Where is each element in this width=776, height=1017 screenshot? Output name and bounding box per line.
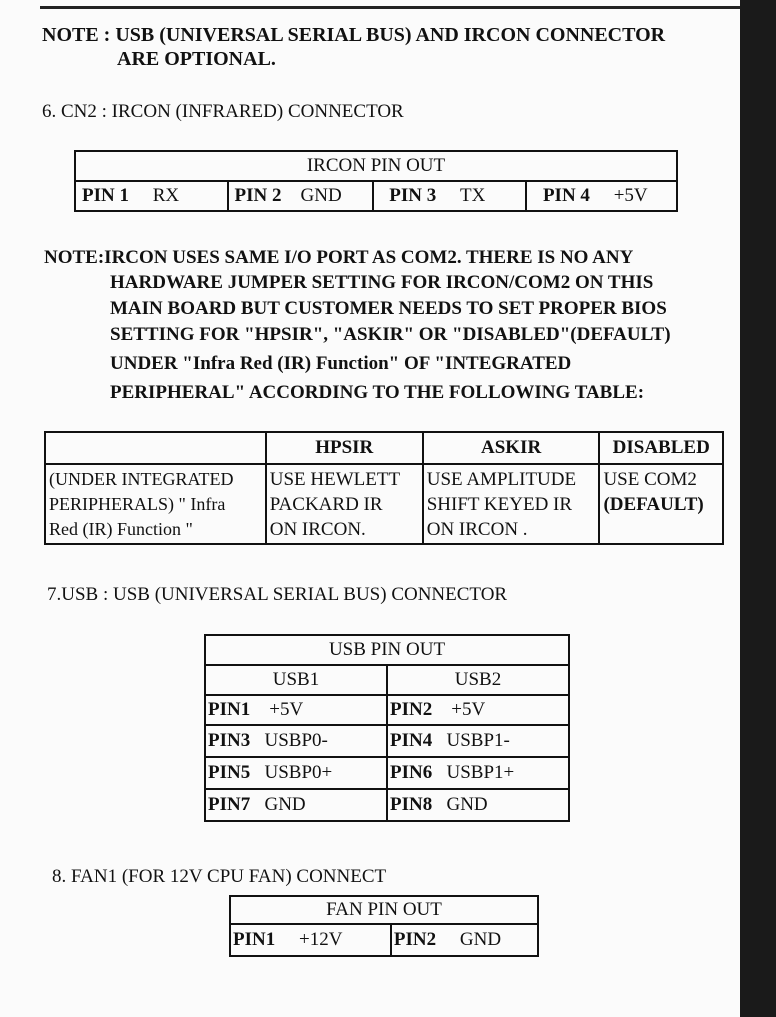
cn2-heading: 6. CN2 : IRCON (INFRARED) CONNECTOR: [42, 101, 404, 122]
ircon-pinout-table: [74, 150, 678, 212]
note-usb-line1: NOTE : USB (UNIVERSAL SERIAL BUS) AND IRCON CONNECTOR: [42, 24, 666, 46]
ircon-pin4: PIN 4 +5V: [526, 181, 677, 211]
usb1-header: USB1: [205, 665, 387, 695]
ircon-table-title: IRCON PIN OUT: [75, 151, 677, 181]
usb-pin4: PIN4 USBP1-: [387, 725, 569, 757]
ir-header-disabled: DISABLED: [599, 432, 723, 464]
usb-pin8: PIN8 GND: [387, 789, 569, 821]
ir-function-table: [44, 431, 724, 545]
ir-row-hpsir: USE HEWLETT PACKARD IR ON IRCON.: [266, 464, 423, 544]
fan-table-title: FAN PIN OUT: [230, 896, 538, 924]
ir-header-hpsir: HPSIR: [266, 432, 423, 464]
ir-row-label: (UNDER INTEGRATED PERIPHERALS) " Infra Red (IR) Function ": [45, 464, 266, 544]
note-usb-line2: ARE OPTIONAL.: [117, 48, 276, 70]
note-ircon-line4: SETTING FOR "HPSIR", "ASKIR" OR "DISABLED"(DEFAULT): [110, 324, 671, 345]
usb-pin7: PIN7 GND: [205, 789, 387, 821]
usb-table-title: USB PIN OUT: [205, 635, 569, 665]
fan-pinout-table: [229, 895, 539, 957]
note-ircon-line6: PERIPHERAL" ACCORDING TO THE FOLLOWING TABLE:: [110, 382, 645, 403]
usb-heading: 7.USB : USB (UNIVERSAL SERIAL BUS) CONNECTOR: [47, 584, 508, 605]
ir-row-askir: USE AMPLITUDE SHIFT KEYED IR ON IRCON .: [423, 464, 600, 544]
top-rule: [40, 0, 740, 9]
fan-heading: 8. FAN1 (FOR 12V CPU FAN) CONNECT: [52, 866, 387, 887]
usb-pin2: PIN2 +5V: [387, 695, 569, 725]
scan-edge: [740, 0, 776, 1017]
ircon-pin3: PIN 3 TX: [373, 181, 527, 211]
note-ircon-line2: HARDWARE JUMPER SETTING FOR IRCON/COM2 ON THIS: [110, 272, 654, 293]
note-ircon-line3: MAIN BOARD BUT CUSTOMER NEEDS TO SET PROPER BIOS: [110, 298, 667, 319]
ircon-pin1: PIN 1 RX: [75, 181, 228, 211]
ir-header-askir: ASKIR: [423, 432, 600, 464]
ircon-pin2: PIN 2 GND: [228, 181, 373, 211]
usb-pinout-table: [204, 634, 570, 822]
usb-pin6: PIN6 USBP1+: [387, 757, 569, 789]
fan-pin1: PIN1 +12V: [230, 924, 391, 956]
note-ircon-line1: NOTE:IRCON USES SAME I/O PORT AS COM2. THERE IS NO ANY: [44, 247, 634, 268]
fan-pin2: PIN2 GND: [391, 924, 538, 956]
usb-pin3: PIN3 USBP0-: [205, 725, 387, 757]
usb2-header: USB2: [387, 665, 569, 695]
note-ircon-line5: UNDER "Infra Red (IR) Function" OF "INTEGRATED: [110, 353, 572, 374]
ir-header-empty: [45, 432, 266, 464]
usb-pin5: PIN5 USBP0+: [205, 757, 387, 789]
usb-pin1: PIN1 +5V: [205, 695, 387, 725]
ir-row-disabled: USE COM2 (DEFAULT): [599, 464, 723, 544]
